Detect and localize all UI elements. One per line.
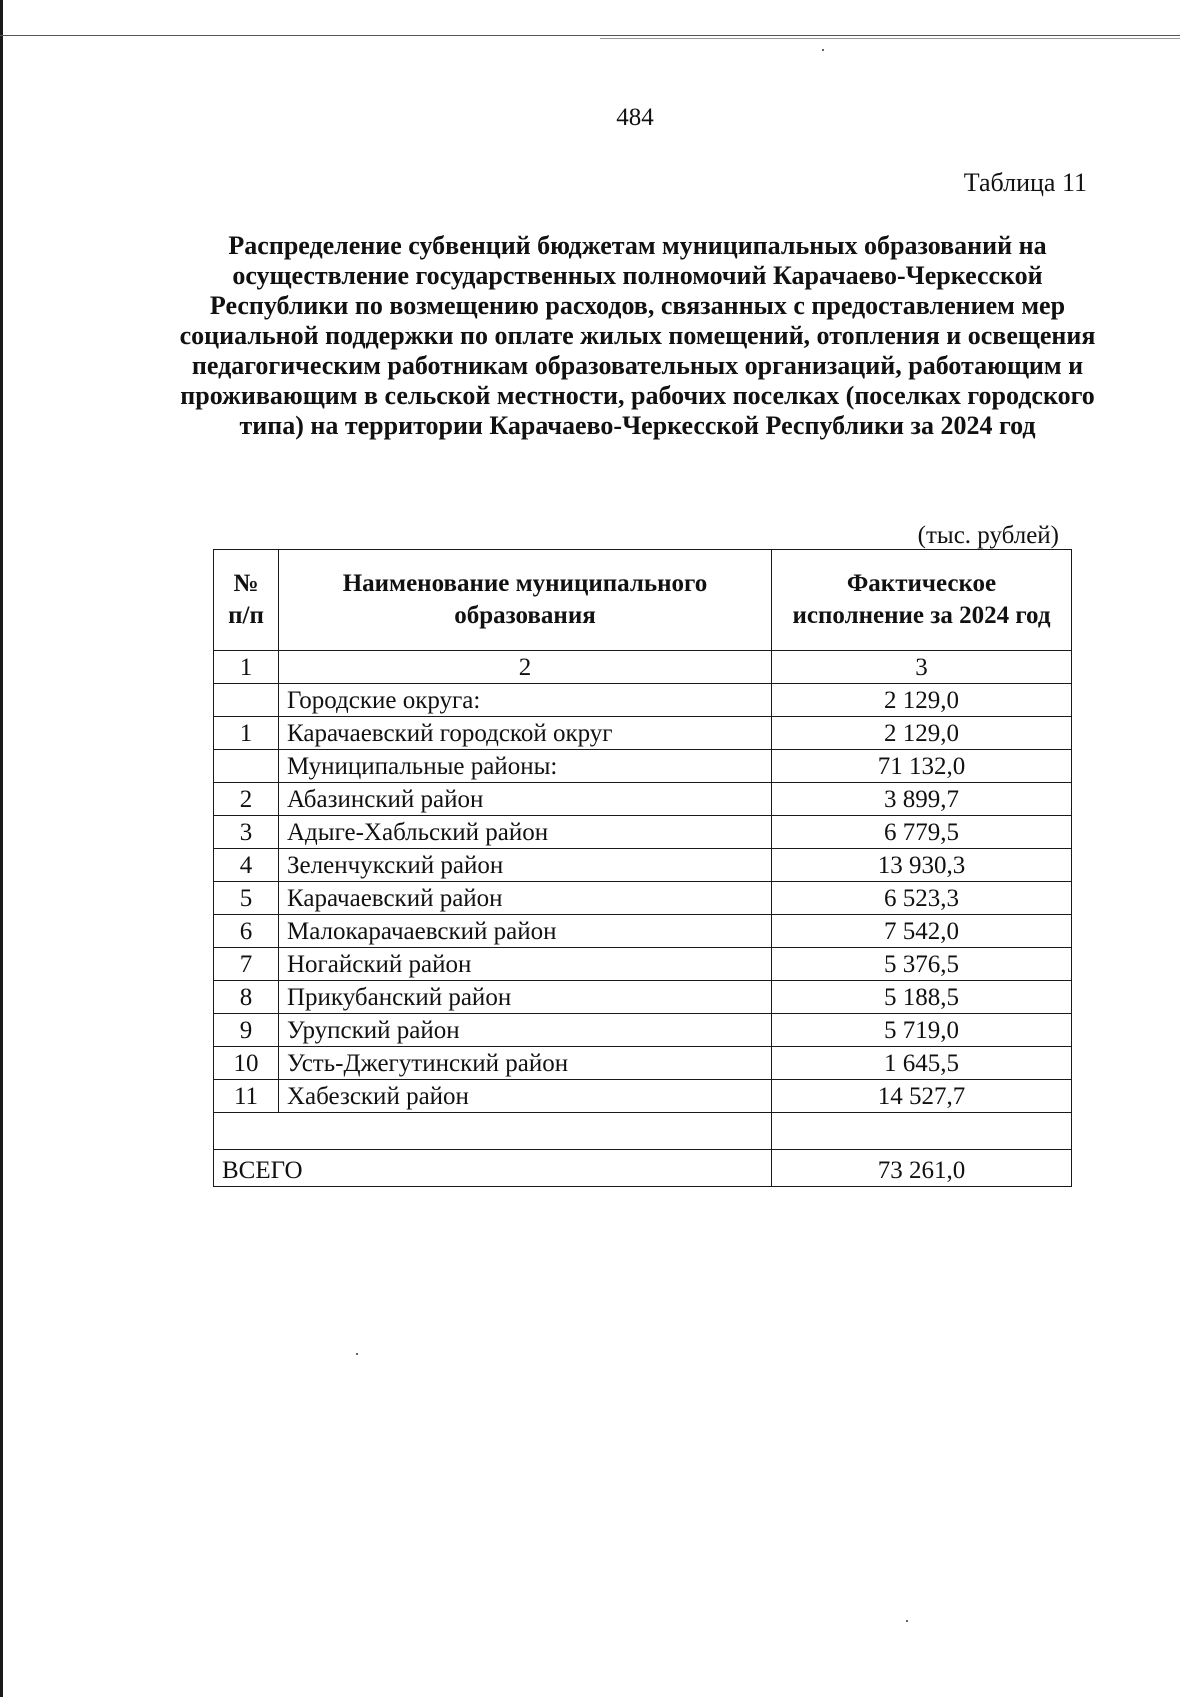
header-value: Фактическое исполнение за 2024 год: [772, 550, 1072, 651]
row-num: [214, 750, 279, 783]
row-value: 5 188,5: [772, 981, 1072, 1014]
total-value: 73 261,0: [772, 1150, 1072, 1187]
row-name: Муниципальные районы:: [279, 750, 772, 783]
table-row: [214, 750, 1072, 783]
table-label: Таблица 11: [963, 168, 1087, 197]
row-name: Зеленчукский район: [279, 849, 772, 882]
row-value: 5 376,5: [772, 948, 1072, 981]
scan-edge-top: [0, 35, 1180, 36]
row-value: 2 129,0: [772, 717, 1072, 750]
scan-edge-left: [0, 0, 3, 1697]
row-num: 8: [214, 981, 279, 1014]
row-value: 6 523,3: [772, 882, 1072, 915]
table-row: [214, 783, 1072, 816]
row-name: Карачаевский городской округ: [279, 717, 772, 750]
scan-speck: [822, 49, 824, 51]
scan-speck: [356, 1353, 358, 1355]
row-value: 5 719,0: [772, 1014, 1072, 1047]
row-value: 13 930,3: [772, 849, 1072, 882]
row-value: 3 899,7: [772, 783, 1072, 816]
row-name: Прикубанский район: [279, 981, 772, 1014]
row-name: Абазинский район: [279, 783, 772, 816]
header-name: Наименование муниципального образования: [279, 550, 772, 651]
empty-row: [214, 1113, 1072, 1150]
row-name: Ногайский район: [279, 948, 772, 981]
subvention-table: [213, 549, 1072, 1187]
table-row: [214, 1080, 1072, 1113]
row-num: 3: [214, 816, 279, 849]
empty-cell: [772, 1113, 1072, 1150]
row-num: 6: [214, 915, 279, 948]
row-name: Адыге-Хабльский район: [279, 816, 772, 849]
column-number: 1: [214, 651, 279, 684]
scan-edge-top-faint: [600, 38, 1180, 39]
row-value: 1 645,5: [772, 1047, 1072, 1080]
page-number: 484: [616, 104, 654, 131]
row-num: 5: [214, 882, 279, 915]
row-num: 10: [214, 1047, 279, 1080]
row-num: 4: [214, 849, 279, 882]
row-name: Усть-Джегутинский район: [279, 1047, 772, 1080]
table-row: [214, 684, 1072, 717]
column-number: 3: [772, 651, 1072, 684]
row-num: 2: [214, 783, 279, 816]
table-row: [214, 882, 1072, 915]
row-num: [214, 684, 279, 717]
row-value: 2 129,0: [772, 684, 1072, 717]
document-title: Распределение субвенций бюджетам муниципальных образований на осуществление государственных полномочий Карачаево-Черкесской Республики по возмещению расходов, связанных с предоставлением мер социальной поддержки по оплате жилых помещений, отопления и освещения педагогическим работникам образовательных организаций, работающим и проживающим в сельской местности, рабочих поселках (поселках городского типа) на территории Карачаево-Черкесской Республики за 2024 год: [179, 231, 1096, 440]
row-num: 7: [214, 948, 279, 981]
header-num: № п/п: [214, 550, 279, 651]
row-name: Карачаевский район: [279, 882, 772, 915]
row-num: 11: [214, 1080, 279, 1113]
total-row: [214, 1150, 1072, 1187]
row-name: Хабезский район: [279, 1080, 772, 1113]
table-row: [214, 948, 1072, 981]
row-value: 14 527,7: [772, 1080, 1072, 1113]
row-value: 7 542,0: [772, 915, 1072, 948]
table-row: [214, 717, 1072, 750]
total-label: ВСЕГО: [214, 1150, 772, 1187]
row-num: 1: [214, 717, 279, 750]
table-header-row: [214, 550, 1072, 651]
row-name: Малокарачаевский район: [279, 915, 772, 948]
table-row: [214, 1014, 1072, 1047]
row-value: 6 779,5: [772, 816, 1072, 849]
row-name: Урупский район: [279, 1014, 772, 1047]
table-row: [214, 915, 1072, 948]
scan-speck: [906, 1620, 908, 1622]
units-label: (тыс. рублей): [917, 522, 1059, 549]
table-row: [214, 849, 1072, 882]
column-number-row: [214, 651, 1072, 684]
table-row: [214, 981, 1072, 1014]
row-value: 71 132,0: [772, 750, 1072, 783]
empty-cell: [214, 1113, 772, 1150]
row-name: Городские округа:: [279, 684, 772, 717]
table-row: [214, 816, 1072, 849]
row-num: 9: [214, 1014, 279, 1047]
table-row: [214, 1047, 1072, 1080]
column-number: 2: [279, 651, 772, 684]
